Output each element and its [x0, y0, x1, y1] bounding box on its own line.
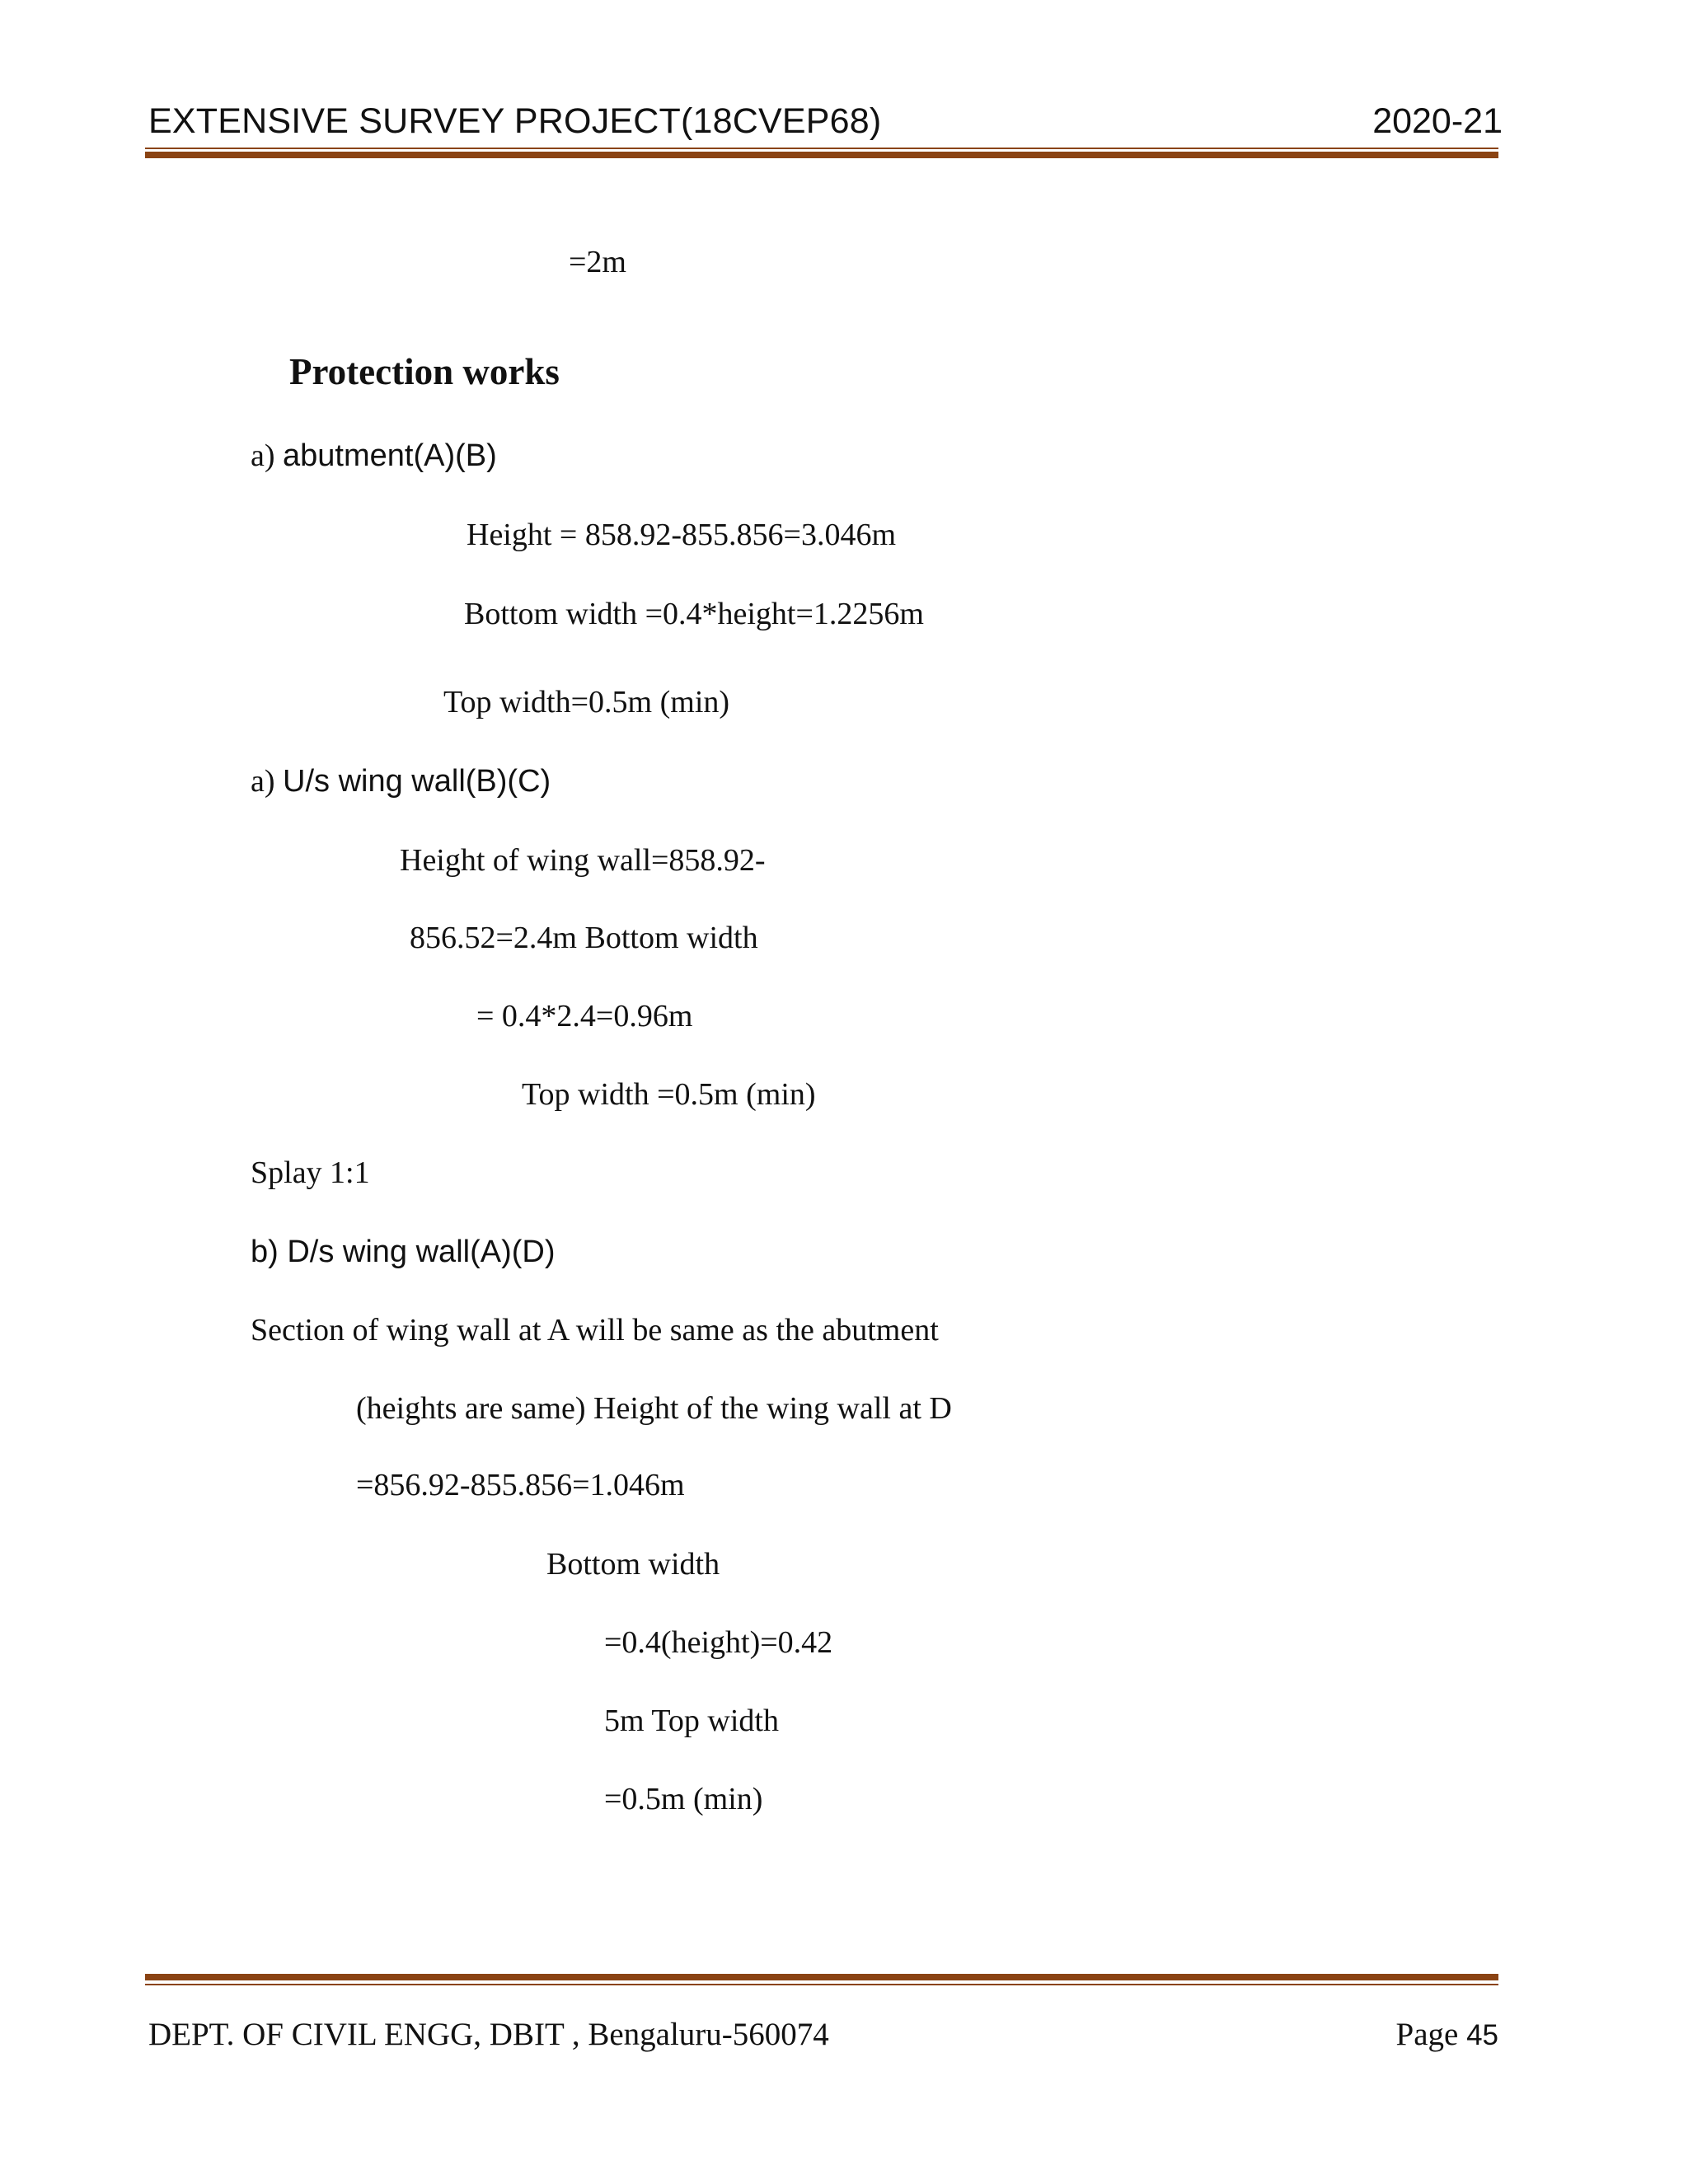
header-year: 2020-21 [1372, 101, 1503, 141]
calc-line: Height = 858.92-855.856=3.046m [467, 518, 896, 552]
calc-line: 856.52=2.4m Bottom width [410, 921, 758, 955]
header-rule-thin [145, 148, 1498, 149]
section-heading: Protection works [289, 351, 560, 392]
list-item-label: U/s wing wall(B)(C) [283, 764, 551, 799]
paragraph-line: Section of wing wall at A will be same as the abutment [251, 1313, 939, 1347]
footer-rule-thick [145, 1974, 1498, 1980]
header-rule-thick [145, 152, 1498, 158]
page-number: 45 [1466, 2019, 1498, 2051]
calc-line: Bottom width [546, 1547, 720, 1582]
paragraph-line: (heights are same) Height of the wing wall at D [356, 1391, 952, 1426]
splay-line: Splay 1:1 [251, 1155, 370, 1190]
calc-line: =0.5m (min) [604, 1782, 763, 1816]
calc-line: =856.92-855.856=1.046m [356, 1468, 685, 1502]
calc-line: Bottom width =0.4*height=1.2256m [464, 597, 924, 631]
header-title: EXTENSIVE SURVEY PROJECT(18CVEP68) [148, 101, 882, 141]
calc-line: Top width=0.5m (min) [443, 685, 730, 719]
result-line: =2m [569, 245, 626, 279]
calc-line: Top width =0.5m (min) [522, 1077, 816, 1112]
page-label: Page [1395, 2017, 1467, 2052]
list-item-abutment [251, 440, 497, 471]
footer-page [1396, 2018, 1499, 2050]
list-item-ds-wing-wall: b) D/s wing wall(A)(D) [251, 1235, 556, 1269]
list-item-us-wing-wall [251, 766, 551, 797]
list-item-marker: a) [251, 438, 284, 473]
calc-line: = 0.4*2.4=0.96m [476, 999, 693, 1033]
calc-line: Height of wing wall=858.92- [400, 843, 766, 878]
calc-line: 5m Top width [604, 1704, 779, 1738]
calc-line: =0.4(height)=0.42 [604, 1625, 833, 1660]
footer-rule-thin [145, 1984, 1498, 1985]
footer-department: DEPT. OF CIVIL ENGG, DBIT , Bengaluru-560074 [148, 2017, 829, 2052]
list-item-label: abutment(A)(B) [283, 438, 497, 473]
list-item-marker: a) [251, 764, 284, 799]
